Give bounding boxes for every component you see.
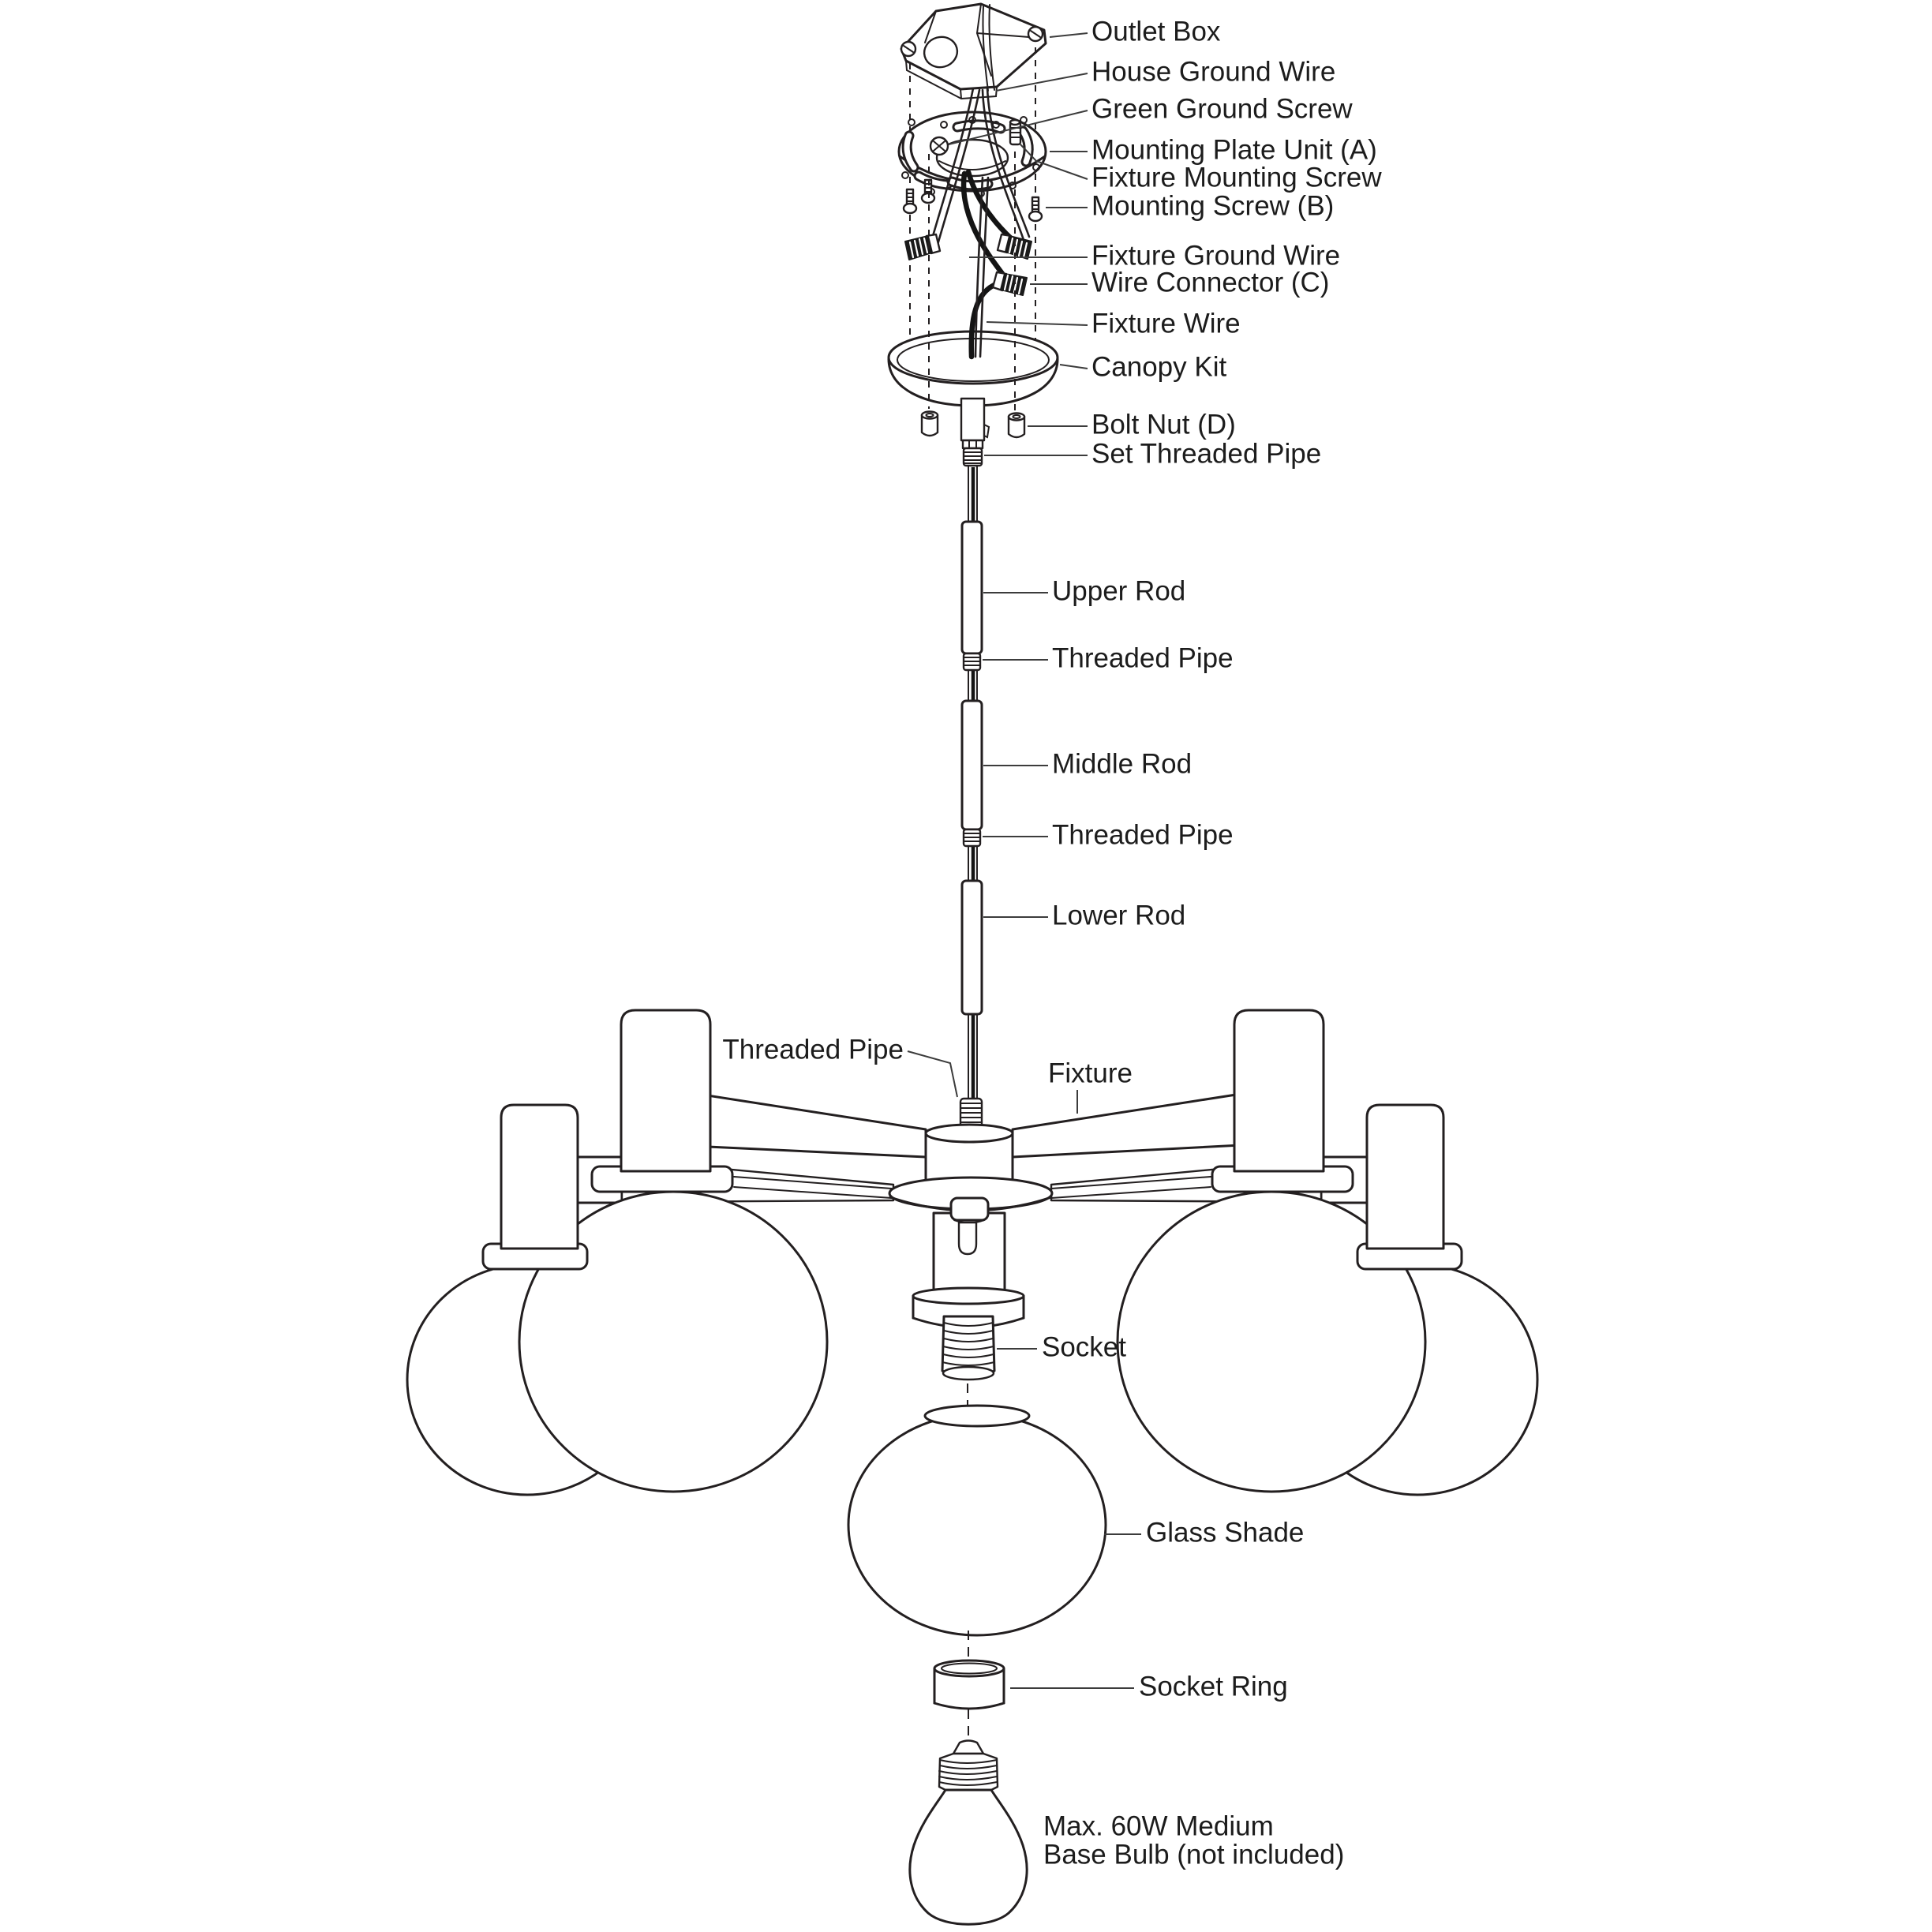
label-glass-shade: Glass Shade [1146, 1517, 1305, 1548]
lower-rod-drawing [962, 881, 982, 1014]
outlet-box-ear-screw-left [901, 42, 915, 56]
label-upper-rod: Upper Rod [1052, 575, 1186, 607]
mounting-screw-b-right [1029, 197, 1042, 221]
label-outlet-box: Outlet Box [1091, 16, 1221, 47]
fixture-mounting-screw-drawing [1010, 120, 1020, 144]
label-middle-rod: Middle Rod [1052, 748, 1193, 780]
label-house-ground-wire: House Ground Wire [1091, 56, 1336, 88]
leader-outlet-box [1050, 33, 1088, 37]
label-lower-rod: Lower Rod [1052, 900, 1186, 931]
label-threaded-pipe-2: Threaded Pipe [1052, 819, 1234, 851]
label-socket: Socket [1042, 1331, 1126, 1363]
label-fixture-wire: Fixture Wire [1091, 308, 1241, 339]
wire-connector-right-lower [993, 272, 1027, 295]
label-mounting-plate-unit: Mounting Plate Unit (A) [1091, 134, 1377, 166]
threaded-pipe-2-drawing [964, 829, 980, 846]
label-wire-connector-c: Wire Connector (C) [1091, 267, 1330, 298]
label-fixture-ground-wire: Fixture Ground Wire [1091, 240, 1341, 271]
outer-right-holder [1357, 1105, 1462, 1269]
label-socket-ring: Socket Ring [1139, 1671, 1288, 1702]
label-bulb-note-line-1: Max. 60W Medium [1043, 1810, 1274, 1842]
socket-ring-drawing [934, 1661, 1004, 1709]
leader-threaded-pipe-3 [908, 1051, 957, 1097]
label-set-threaded-pipe: Set Threaded Pipe [1091, 438, 1322, 470]
label-bulb-note-line-2: Base Bulb (not included) [1043, 1839, 1345, 1870]
mounting-plate-drawing [899, 112, 1046, 221]
central-glass-shade-drawing [848, 1406, 1106, 1635]
label-green-ground-screw: Green Ground Screw [1091, 93, 1353, 125]
socket-drawing [942, 1316, 994, 1380]
leader-canopy-kit [1060, 365, 1088, 369]
middle-rod-drawing [962, 701, 982, 829]
outlet-box-drawing [901, 4, 1046, 99]
set-threaded-pipe-drawing [964, 448, 982, 466]
label-threaded-pipe-1: Threaded Pipe [1052, 642, 1234, 674]
outer-left-holder [483, 1105, 587, 1269]
leader-fixture-wire [987, 322, 1088, 325]
label-canopy-kit: Canopy Kit [1091, 351, 1227, 383]
upper-rod-drawing [962, 522, 982, 653]
mounting-screw-b-left1 [904, 189, 916, 213]
label-fixture: Fixture [1048, 1058, 1133, 1089]
wire-connector-left [905, 234, 940, 260]
label-mounting-screw-b: Mounting Screw (B) [1091, 190, 1335, 222]
label-fixture-mounting-screw: Fixture Mounting Screw [1091, 162, 1382, 193]
outlet-box-ear-screw-right [1028, 27, 1043, 41]
label-bolt-nut-d: Bolt Nut (D) [1091, 409, 1236, 440]
threaded-pipe-1-drawing [964, 653, 980, 670]
label-threaded-pipe-3: Threaded Pipe [722, 1034, 904, 1065]
bolt-nut-right [1009, 414, 1024, 438]
light-bulb-drawing [910, 1741, 1027, 1925]
fixture-hub-drawing [926, 1125, 1013, 1181]
bolt-nut-left [922, 412, 938, 436]
green-ground-screw-drawing [930, 137, 948, 155]
